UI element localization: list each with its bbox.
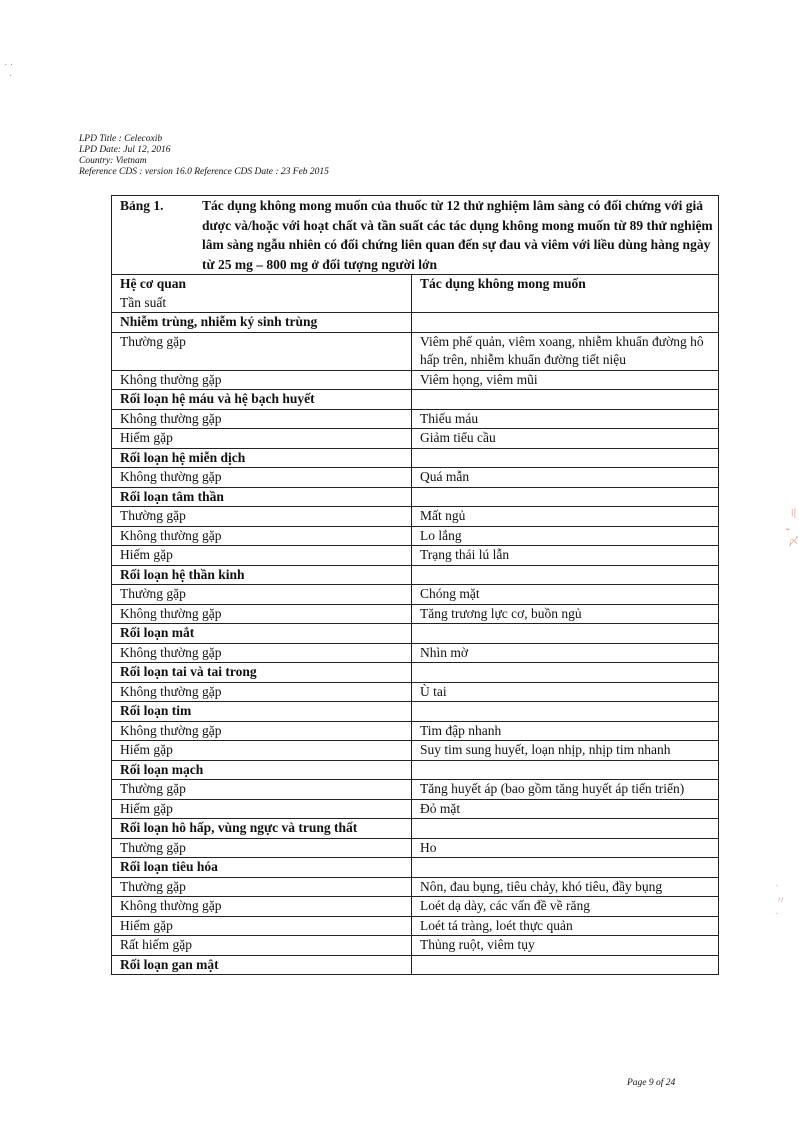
caption-label: Bảng 1. xyxy=(120,198,164,213)
adverse-effect-cell xyxy=(412,819,719,839)
table-row xyxy=(112,838,719,858)
frequency-cell: Rất hiếm gặp xyxy=(112,936,412,956)
adverse-effect-cell: Tim đập nhanh xyxy=(412,721,719,741)
organ-system-cell: Rối loạn tâm thần xyxy=(112,487,412,507)
frequency-cell: Hiếm gặp xyxy=(112,429,412,449)
caption-text: Tác dụng không mong muốn của thuốc từ 12 thử nghiệm lâm sàng có đối chứng với giả dược và/hoặc với hoạt chất và tần suất các tác dụng không mong muốn từ 89 thử nghiệm lâm sàng ngẫu nhiên có đối chứng liên quan đến sự đau và viêm với liều dùng hàng ngày từ 25 mg – 800 mg ở đối tượng người lớn xyxy=(202,198,713,272)
category-row xyxy=(112,819,719,839)
red-stamp-mark-lower: · 〃 · xyxy=(775,880,786,920)
frequency-cell: Không thường gặp xyxy=(112,643,412,663)
adverse-effect-cell xyxy=(412,565,719,585)
adverse-effect-cell: Lo lắng xyxy=(412,526,719,546)
adverse-effect-cell xyxy=(412,624,719,644)
adverse-effect-cell xyxy=(412,955,719,975)
adverse-effect-cell: Viêm họng, viêm mũi xyxy=(412,370,719,390)
adverse-effect-cell xyxy=(412,448,719,468)
adverse-effect-cell xyxy=(412,663,719,683)
table-row xyxy=(112,916,719,936)
adverse-effect-cell: Nôn, đau bụng, tiêu chảy, khó tiêu, đầy bụng xyxy=(412,877,719,897)
frequency-cell: Không thường gặp xyxy=(112,468,412,488)
table-row xyxy=(112,936,719,956)
table-row xyxy=(112,585,719,605)
frequency-cell: Không thường gặp xyxy=(112,409,412,429)
organ-system-cell: Rối loạn hệ máu và hệ bạch huyết xyxy=(112,390,412,410)
category-row xyxy=(112,702,719,722)
table-row xyxy=(112,604,719,624)
adverse-effect-cell: Quá mẫn xyxy=(412,468,719,488)
adverse-effect-cell xyxy=(412,487,719,507)
adverse-effect-cell: Nhìn mờ xyxy=(412,643,719,663)
adverse-effect-cell: Thủng ruột, viêm tụy xyxy=(412,936,719,956)
organ-system-cell: Rối loạn mắt xyxy=(112,624,412,644)
table-row xyxy=(112,780,719,800)
reference-cds: Reference CDS : version 16.0 Reference CDS Date : 23 Feb 2015 xyxy=(79,167,329,177)
organ-system-cell: Nhiễm trùng, nhiễm ký sinh trùng xyxy=(112,313,412,333)
table-row xyxy=(112,682,719,702)
frequency-cell: Thường gặp xyxy=(112,332,412,370)
category-row xyxy=(112,487,719,507)
table-row xyxy=(112,526,719,546)
adverse-effect-cell: Thiếu máu xyxy=(412,409,719,429)
table-row xyxy=(112,897,719,917)
table-header-row xyxy=(112,275,719,313)
organ-system-cell: Rối loạn tim xyxy=(112,702,412,722)
adverse-effect-cell: Mất ngủ xyxy=(412,507,719,527)
red-stamp-mark: 〢 〆 xyxy=(788,508,799,548)
organ-system-cell: Rối loạn hệ thần kinh xyxy=(112,565,412,585)
category-row xyxy=(112,448,719,468)
adverse-effect-cell: Trạng thái lú lẫn xyxy=(412,546,719,566)
adverse-effect-cell: Tăng trương lực cơ, buồn ngủ xyxy=(412,604,719,624)
table-row xyxy=(112,409,719,429)
lpd-date: LPD Date: Jul 12, 2016 xyxy=(79,145,171,155)
table-row xyxy=(112,799,719,819)
frequency-cell: Không thường gặp xyxy=(112,721,412,741)
frequency-cell: Thường gặp xyxy=(112,877,412,897)
organ-system-cell: Rối loạn tai và tai trong xyxy=(112,663,412,683)
col1-subheader: Tần suất xyxy=(120,294,167,310)
frequency-cell: Hiếm gặp xyxy=(112,546,412,566)
table-caption-row xyxy=(112,196,719,275)
category-row xyxy=(112,313,719,333)
lpd-title: LPD Title : Celecoxib xyxy=(79,134,163,144)
adverse-effects-table xyxy=(111,195,719,975)
adverse-effect-cell xyxy=(412,313,719,333)
category-row xyxy=(112,663,719,683)
adverse-effect-cell: Viêm phế quản, viêm xoang, nhiễm khuẩn đường hô hấp trên, nhiễm khuẩn đường tiết niệu xyxy=(412,332,719,370)
adverse-effect-cell: Ù tai xyxy=(412,682,719,702)
frequency-cell: Không thường gặp xyxy=(112,682,412,702)
table-row xyxy=(112,468,719,488)
col2-header: Tác dụng không mong muốn xyxy=(412,275,719,313)
adverse-effect-cell xyxy=(412,390,719,410)
table-row xyxy=(112,643,719,663)
adverse-effect-cell: Tăng huyết áp (bao gồm tăng huyết áp tiến triển) xyxy=(412,780,719,800)
frequency-cell: Hiếm gặp xyxy=(112,916,412,936)
table-row xyxy=(112,332,719,370)
organ-system-cell: Rối loạn hô hấp, vùng ngực và trung thất xyxy=(112,819,412,839)
adverse-effect-cell xyxy=(412,702,719,722)
adverse-effect-cell: Chóng mặt xyxy=(412,585,719,605)
frequency-cell: Thường gặp xyxy=(112,507,412,527)
organ-system-cell: Rối loạn tiêu hóa xyxy=(112,858,412,878)
adverse-effect-cell: Đỏ mặt xyxy=(412,799,719,819)
frequency-cell: Không thường gặp xyxy=(112,897,412,917)
frequency-cell: Thường gặp xyxy=(112,780,412,800)
document-header xyxy=(79,134,329,178)
frequency-cell: Thường gặp xyxy=(112,838,412,858)
category-row xyxy=(112,955,719,975)
organ-system-cell: Rối loạn mạch xyxy=(112,760,412,780)
table-row xyxy=(112,721,719,741)
frequency-cell: Không thường gặp xyxy=(112,370,412,390)
adverse-effect-cell: Giảm tiểu cầu xyxy=(412,429,719,449)
category-row xyxy=(112,390,719,410)
table-row xyxy=(112,741,719,761)
adverse-effect-cell: Loét dạ dày, các vấn đề về răng xyxy=(412,897,719,917)
category-row xyxy=(112,624,719,644)
category-row xyxy=(112,565,719,585)
scan-marks: · · · xyxy=(4,60,14,82)
frequency-cell: Không thường gặp xyxy=(112,526,412,546)
col1-header: Hệ cơ quan xyxy=(120,276,186,291)
adverse-effect-cell: Suy tim sung huyết, loạn nhịp, nhịp tim nhanh xyxy=(412,741,719,761)
frequency-cell: Thường gặp xyxy=(112,585,412,605)
frequency-cell: Hiếm gặp xyxy=(112,799,412,819)
organ-system-cell: Rối loạn gan mật xyxy=(112,955,412,975)
frequency-cell: Hiếm gặp xyxy=(112,741,412,761)
page-number: Page 9 of 24 xyxy=(627,1078,676,1088)
table-row xyxy=(112,877,719,897)
adverse-effect-cell: Loét tá tràng, loét thực quản xyxy=(412,916,719,936)
table-row xyxy=(112,507,719,527)
table-row xyxy=(112,546,719,566)
organ-system-cell: Rối loạn hệ miễn dịch xyxy=(112,448,412,468)
table-row xyxy=(112,429,719,449)
table-row xyxy=(112,370,719,390)
adverse-effect-cell xyxy=(412,858,719,878)
adverse-effect-cell: Ho xyxy=(412,838,719,858)
country: Country: Vietnam xyxy=(79,156,147,166)
category-row xyxy=(112,858,719,878)
category-row xyxy=(112,760,719,780)
adverse-effect-cell xyxy=(412,760,719,780)
frequency-cell: Không thường gặp xyxy=(112,604,412,624)
